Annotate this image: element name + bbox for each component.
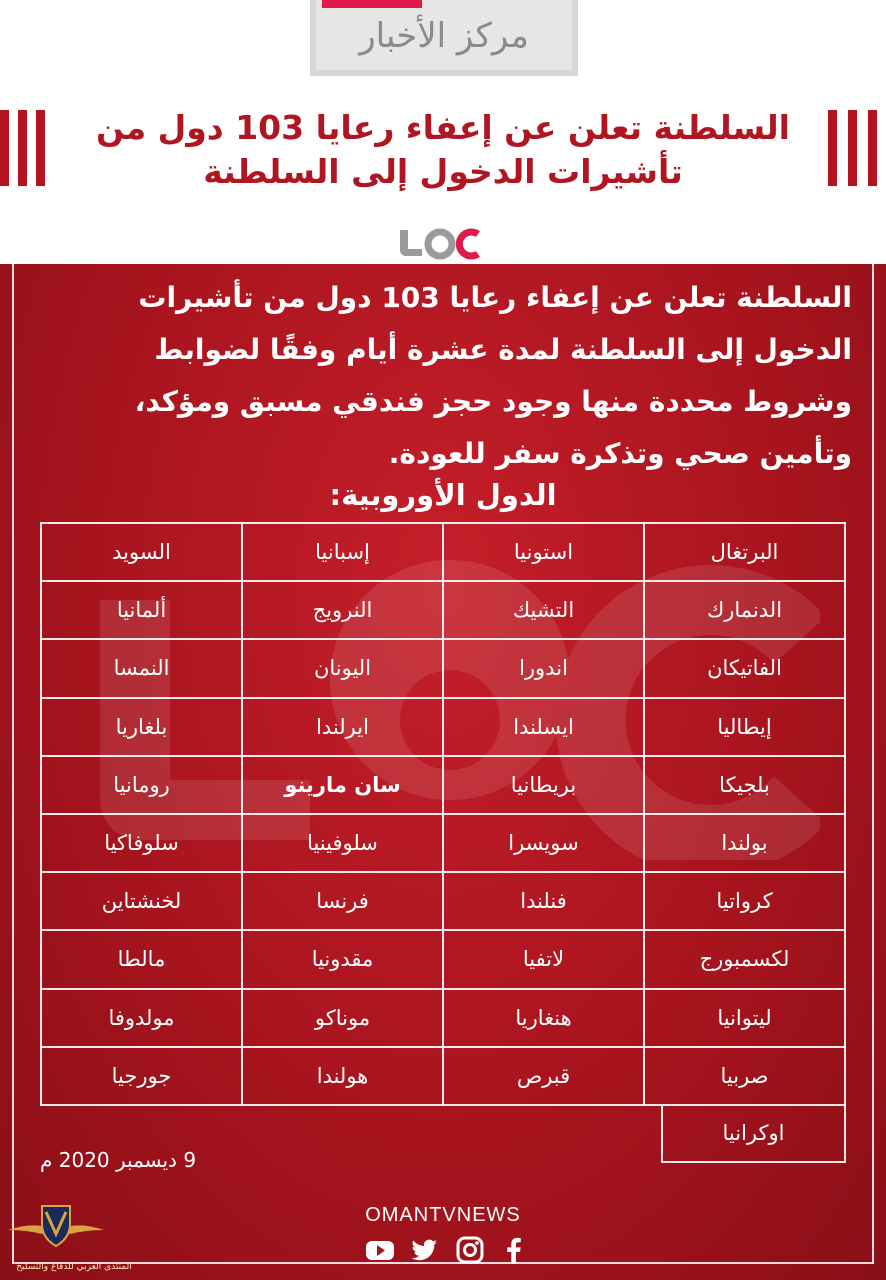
country-cell: لكسمبورج [644,930,845,988]
country-cell: اليونان [242,639,443,697]
table-row [41,930,845,988]
intro-paragraph: السلطنة تعلن عن إعفاء رعايا 103 دول من تأشيرات الدخول إلى السلطنة لمدة عشرة أيام وفقًا لضوابط وشروط محددة منها وجود حجز فندقي مسبق ومؤكد، وتأمين صحي وتذكرة سفر للعودة. [134,281,852,470]
country-cell: ألمانيا [41,581,242,639]
country-cell: كرواتيا [644,872,845,930]
country-cell: رومانيا [41,756,242,814]
country-cell: مقدونيا [242,930,443,988]
country-cell: هولندا [242,1047,443,1105]
country-cell: بلجيكا [644,756,845,814]
country-cell: سلوفاكيا [41,814,242,872]
instagram-icon[interactable] [454,1234,486,1266]
social-icons [364,1234,528,1266]
country-cell: قبرص [443,1047,644,1105]
news-center-label: مركز الأخبار [359,16,529,56]
left-stripes [0,110,60,186]
table-row [41,581,845,639]
section-title: الدول الأوروبية: [329,478,557,512]
date-label: 9 ديسمبر 2020 م [40,1148,197,1172]
country-cell: الفاتيكان [644,639,845,697]
country-cell: إسبانيا [242,523,443,581]
emblem-caption: المنتدى العربي للدفاع والتسليح [16,1262,132,1272]
social-handle: OMANTVNEWS [365,1204,521,1226]
country-cell: الدنمارك [644,581,845,639]
country-cell: البرتغال [644,523,845,581]
country-cell: التشيك [443,581,644,639]
country-cell: لخنشتاين [41,872,242,930]
table-row [41,698,845,756]
panel-top-left [0,218,380,264]
country-cell: فنلندا [443,872,644,930]
table-row [41,756,845,814]
country-cell: اندورا [443,639,644,697]
country-cell: السويد [41,523,242,581]
twitter-icon[interactable] [408,1234,440,1266]
right-stripes [828,110,886,186]
country-cell: سلوفينيا [242,814,443,872]
country-cell: النمسا [41,639,242,697]
table-row [41,989,845,1047]
country-cell: مولدوفا [41,989,242,1047]
country-cell: ليتوانيا [644,989,845,1047]
country-cell: إيطاليا [644,698,845,756]
country-cell: هنغاريا [443,989,644,1047]
country-cell: ايسلندا [443,698,644,756]
table-row [41,1047,845,1105]
news-center-box [310,0,578,76]
panel-top-right [512,218,886,264]
oman-tv-logo [396,222,482,262]
countries-table [40,522,846,1106]
country-cell: النرويج [242,581,443,639]
table-row [41,814,845,872]
news-center-accent [322,0,422,8]
country-cell: سويسرا [443,814,644,872]
table-row [41,523,845,581]
table-row [41,872,845,930]
forum-emblem [6,1200,106,1262]
country-cell: صربيا [644,1047,845,1105]
country-cell: موناكو [242,989,443,1047]
country-cell: فرنسا [242,872,443,930]
headline-line-2: تأشيرات الدخول إلى السلطنة [203,152,683,191]
country-cell: جورجيا [41,1047,242,1105]
country-cell: بريطانيا [443,756,644,814]
country-cell: بولندا [644,814,845,872]
country-cell: بلغاريا [41,698,242,756]
country-cell: استونيا [443,523,644,581]
country-cell: اوكرانيا [661,1106,846,1163]
youtube-icon[interactable] [364,1234,396,1266]
facebook-icon[interactable] [498,1234,530,1266]
headline-line-1: السلطنة تعلن عن إعفاء رعايا 103 دول من [96,108,790,147]
country-cell: ايرلندا [242,698,443,756]
country-cell: سان مارينو [242,756,443,814]
table-row [41,639,845,697]
country-cell: لاتفيا [443,930,644,988]
country-cell: مالطا [41,930,242,988]
